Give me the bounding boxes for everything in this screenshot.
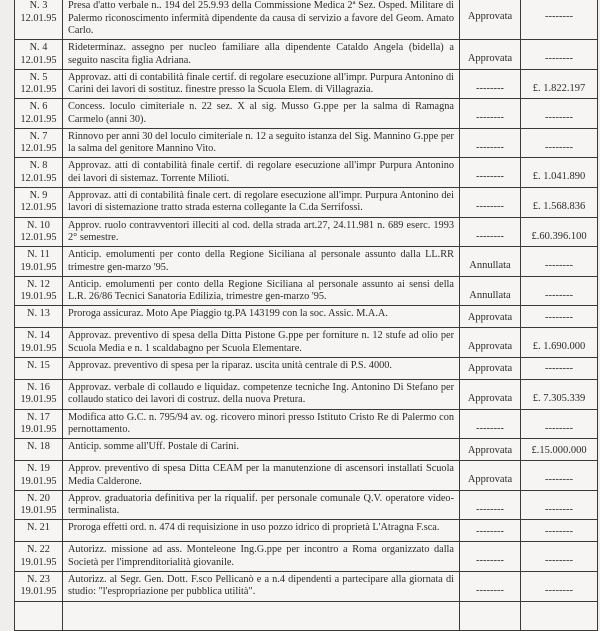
amount-cell: £. 1.690.000 <box>521 328 598 358</box>
record-date: 12.01.95 <box>20 12 57 24</box>
amount-cell: £. 1.822.197 <box>521 69 598 99</box>
record-number-cell <box>15 571 63 601</box>
record-date: 12.01.95 <box>20 172 57 184</box>
record-number-cell <box>15 40 63 70</box>
amount-cell: -------- <box>521 490 598 520</box>
status-cell: Approvata <box>460 357 521 379</box>
description-cell: Approvaz. atti di contabilità finale cert. di regolare esecuzione all'impr. Purpura Antonino dei lavori di sistemazione tratto strada esterna collegante la C.da Serrifossi. <box>63 187 460 217</box>
record-date: 12.01.95 <box>20 54 57 66</box>
amount-cell: -------- <box>521 461 598 491</box>
status-cell: Approvata <box>460 40 521 70</box>
status-cell: Approvata <box>460 439 521 461</box>
record-date: 19.01.95 <box>20 424 57 436</box>
record-number-cell <box>15 0 63 40</box>
description-cell: Presa d'atto verbale n.. 194 del 25.9.93 della Commissione Medica 2ª Sez. Osped. Militare di Palermo riconoscimento infermità dipendente da causa di servizio a favore del Geom. Amato Carlo. <box>63 0 460 40</box>
record-number: N. 17 <box>27 411 50 423</box>
table-row <box>15 357 598 379</box>
table-row <box>15 379 598 409</box>
record-number-cell <box>15 490 63 520</box>
status-cell: -------- <box>460 128 521 158</box>
record-number: N. 15 <box>27 359 50 371</box>
record-date: 12.01.95 <box>20 202 57 214</box>
status-cell: -------- <box>460 158 521 188</box>
description-cell: Concess. loculo cimiteriale n. 22 sez. X al sig. Musso G.ppe per la salma di Ramagna Carmelo (anni 30). <box>63 99 460 129</box>
record-number: N. 18 <box>27 441 50 453</box>
description-cell: Autorizz. al Segr. Gen. Dott. F.sco Pellicanò e a n.4 dipendenti a partecipare alla giornata di studio: "l'espropriazione per pubblica utilità". <box>63 571 460 601</box>
description-cell: Approv. graduatoria definitiva per la riqualif. per personale comunale Q.V. operatore video-terminalista. <box>63 490 460 520</box>
record-date: 19.01.95 <box>20 475 57 487</box>
status-cell: -------- <box>460 187 521 217</box>
amount-cell: £.15.000.000 <box>521 439 598 461</box>
record-number-cell <box>15 306 63 328</box>
amount-cell: -------- <box>521 409 598 439</box>
amount-cell: -------- <box>521 247 598 277</box>
record-number-cell <box>15 542 63 572</box>
deliberations-table <box>14 0 598 631</box>
empty-cell <box>460 601 521 631</box>
table-row <box>15 69 598 99</box>
table-row <box>15 490 598 520</box>
empty-cell <box>15 601 63 631</box>
amount-cell: -------- <box>521 276 598 306</box>
table-row <box>15 128 598 158</box>
table-row <box>15 520 598 542</box>
record-date: 19.01.95 <box>20 586 57 598</box>
record-number: N. 12 <box>27 278 50 290</box>
record-number-cell <box>15 217 63 247</box>
amount-cell: -------- <box>521 40 598 70</box>
status-cell: -------- <box>460 409 521 439</box>
status-cell: -------- <box>460 490 521 520</box>
amount-cell: -------- <box>521 357 598 379</box>
table-row <box>15 306 598 328</box>
status-cell: Annullata <box>460 276 521 306</box>
record-number-cell <box>15 379 63 409</box>
status-cell: -------- <box>460 571 521 601</box>
record-date: 19.01.95 <box>20 556 57 568</box>
description-cell: Approvaz. preventivo di spesa della Ditta Pistone G.ppe per forniture n. 12 stufe ad olio per Scuola Media e n. 1 scaldabagno per Scuola Elementare. <box>63 328 460 358</box>
table-row <box>15 0 598 40</box>
status-cell: Approvata <box>460 328 521 358</box>
description-cell: Approv. ruolo contravventori illeciti al cod. della strada art.27, 24.11.981 n. 689 eserc. 1993 2° semestre. <box>63 217 460 247</box>
description-cell: Approv. preventivo di spesa Ditta CEAM per la manutenzione di ascensori installati Scuola Media Calderone. <box>63 461 460 491</box>
description-cell: Anticip. emolumenti per conto della Regione Siciliana al personale assunto dalla LL.RR trimestre gen-marzo '95. <box>63 247 460 277</box>
description-cell: Autorizz. missione ad ass. Monteleone Ing.G.ppe per incontro a Roma organizzato dalla Società per l'imprenditorialità giovanile. <box>63 542 460 572</box>
table-row <box>15 542 598 572</box>
record-number: N. 13 <box>27 308 50 320</box>
amount-cell: £. 1.568.836 <box>521 187 598 217</box>
record-number-cell <box>15 247 63 277</box>
record-number: N. 7 <box>29 130 48 142</box>
description-cell: Rinnovo per anni 30 del loculo cimiteriale n. 12 a seguito istanza del Sig. Mannino G.ppe per la salma del genitore Mannino Vito. <box>63 128 460 158</box>
record-date: 19.01.95 <box>20 342 57 354</box>
record-number-cell <box>15 128 63 158</box>
empty-cell <box>521 601 598 631</box>
record-number-cell <box>15 520 63 542</box>
amount-cell: -------- <box>521 0 598 40</box>
record-date: 12.01.95 <box>20 84 57 96</box>
status-cell: Approvata <box>460 379 521 409</box>
record-number: N. 3 <box>29 0 48 11</box>
table-row <box>15 461 598 491</box>
amount-cell: £. 1.041.890 <box>521 158 598 188</box>
table-row <box>15 439 598 461</box>
record-number: N. 19 <box>27 463 50 475</box>
amount-cell: £. 7.305.339 <box>521 379 598 409</box>
description-cell: Rideterminaz. assegno per nucleo familiare alla dipendente Cataldo Angela (bidella) a seguito nascita figlia Adriana. <box>63 40 460 70</box>
description-cell: Anticip. emolumenti per conto della Regione Siciliana al personale assunto ai sensi della L.R. 26/86 Tecnici Sanatoria Edilizia, trimestre gen-marzo '95. <box>63 276 460 306</box>
amount-cell: -------- <box>521 306 598 328</box>
record-number: N. 11 <box>27 249 50 261</box>
table-row <box>15 40 598 70</box>
description-cell: Modifica atto G.C. n. 795/94 av. og. ricovero minori presso Istituto Cristo Re di Palermo con pernottamento. <box>63 409 460 439</box>
record-number: N. 21 <box>27 522 50 534</box>
amount-cell: -------- <box>521 542 598 572</box>
table-row <box>15 571 598 601</box>
status-cell: -------- <box>460 520 521 542</box>
record-number-cell <box>15 276 63 306</box>
amount-cell: -------- <box>521 99 598 129</box>
table-row <box>15 328 598 358</box>
description-cell: Proroga assicuraz. Moto Ape Piaggio tg.PA 143199 con la soc. Assic. M.A.A. <box>63 306 460 328</box>
record-number: N. 23 <box>27 573 50 585</box>
record-number-cell <box>15 187 63 217</box>
record-number: N. 9 <box>29 189 48 201</box>
record-number-cell <box>15 357 63 379</box>
status-cell: Annullata <box>460 247 521 277</box>
record-number: N. 22 <box>27 544 50 556</box>
status-cell: -------- <box>460 217 521 247</box>
record-number-cell <box>15 69 63 99</box>
table-row <box>15 409 598 439</box>
status-cell: -------- <box>460 542 521 572</box>
record-date: 12.01.95 <box>20 143 57 155</box>
record-date: 12.01.95 <box>20 232 57 244</box>
empty-cell <box>63 601 460 631</box>
record-date: 19.01.95 <box>20 261 57 273</box>
table-row <box>15 247 598 277</box>
table-row <box>15 187 598 217</box>
record-number-cell <box>15 158 63 188</box>
record-date: 19.01.95 <box>20 291 57 303</box>
status-cell: -------- <box>460 69 521 99</box>
table-row <box>15 276 598 306</box>
table-row <box>15 99 598 129</box>
description-cell: Anticip. somme all'Uff. Postale di Carini. <box>63 439 460 461</box>
status-cell: Approvata <box>460 461 521 491</box>
record-number-cell <box>15 461 63 491</box>
status-cell: Approvata <box>460 0 521 40</box>
record-number: N. 5 <box>29 71 48 83</box>
record-number: N. 8 <box>29 160 48 172</box>
record-date: 19.01.95 <box>20 505 57 517</box>
description-cell: Approvaz. atti di contabilità finale certif. di regolare esecuzione all'impr Purpura Antonino dei lavori di sistemaz. Torrente Milioti. <box>63 158 460 188</box>
record-number: N. 6 <box>29 101 48 113</box>
record-number: N. 16 <box>27 381 50 393</box>
table-row <box>15 601 598 631</box>
record-number: N. 20 <box>27 492 50 504</box>
record-number: N. 4 <box>29 42 48 53</box>
record-number: N. 10 <box>27 219 50 231</box>
record-number-cell <box>15 328 63 358</box>
record-date: 19.01.95 <box>20 394 57 406</box>
description-cell: Approvaz. preventivo di spesa per la riparaz. uscita unità centrale di P.S. 4000. <box>63 357 460 379</box>
record-date: 12.01.95 <box>20 113 57 125</box>
status-cell: -------- <box>460 99 521 129</box>
description-cell: Approvaz. atti di contabilità finale certif. di regolare esecuzione all'impr. Purpura Antonino di Carini dei lavori di sostituz. finestre presso la Scuola Elem. di Villagrazia. <box>63 69 460 99</box>
description-cell: Approvaz. verbale di collaudo e liquidaz. competenze tecniche Ing. Antonino Di Stefano per collaudo statico dei lavori di costruz. della nuova Pretura. <box>63 379 460 409</box>
record-number-cell <box>15 99 63 129</box>
amount-cell: -------- <box>521 571 598 601</box>
record-number-cell <box>15 409 63 439</box>
table-row <box>15 158 598 188</box>
amount-cell: £.60.396.100 <box>521 217 598 247</box>
record-number: N. 14 <box>27 330 50 342</box>
description-cell: Proroga effetti ord. n. 474 di requisizione in uso pozzo idrico di proprietà L'Atragna F.sca. <box>63 520 460 542</box>
status-cell: Approvata <box>460 306 521 328</box>
amount-cell: -------- <box>521 128 598 158</box>
amount-cell: -------- <box>521 520 598 542</box>
record-number-cell <box>15 439 63 461</box>
table-row <box>15 217 598 247</box>
